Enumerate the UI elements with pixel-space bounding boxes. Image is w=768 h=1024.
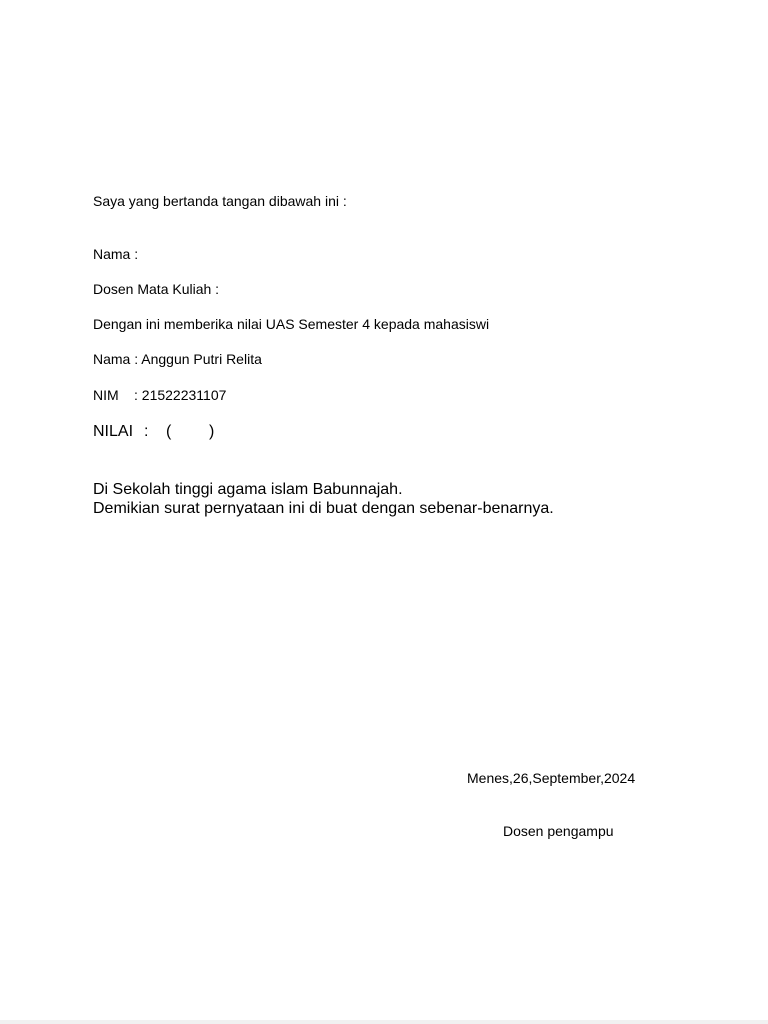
student-name-line: Nama : Anggun Putri Relita: [93, 351, 262, 367]
nilai-close-paren: ): [209, 423, 215, 440]
signatory-title: Dosen pengampu: [503, 823, 614, 839]
nilai-label: NILAI: [93, 423, 134, 440]
nilai-line: [93, 422, 214, 442]
nama-label: Nama :: [93, 246, 139, 262]
place-date: Menes,26,September,2024: [467, 770, 636, 786]
institution-line: Di Sekolah tinggi agama islam Babunnajah.: [93, 481, 403, 498]
nim-line: [93, 386, 226, 404]
dosen-mata-kuliah-label: Dosen Mata Kuliah :: [93, 281, 220, 297]
statement-text: Dengan ini memberika nilai UAS Semester 4 kepada mahasiswi: [93, 316, 490, 332]
nilai-colon: :: [144, 423, 149, 440]
closing-line: Demikian surat pernyataan ini di buat dengan sebenar-benarnya.: [93, 500, 554, 517]
nim-value: : 21522231107: [134, 387, 227, 403]
nim-label: NIM: [93, 387, 119, 403]
nilai-open-paren: (: [166, 423, 172, 440]
page-bottom-edge: [0, 1020, 768, 1024]
intro-text: Saya yang bertanda tangan dibawah ini :: [93, 193, 347, 209]
